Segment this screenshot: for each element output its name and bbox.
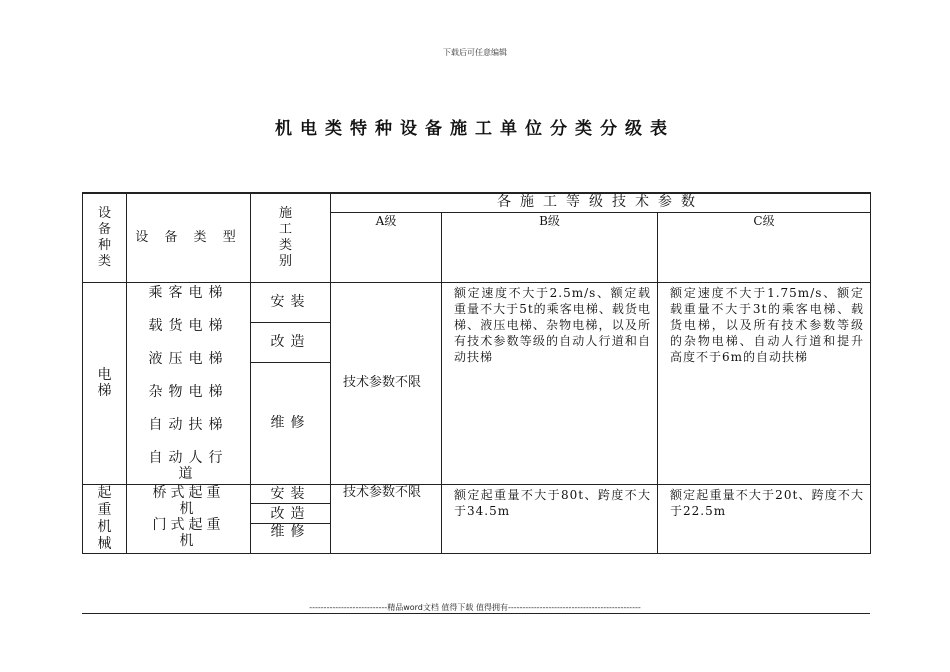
crane-work-modify: 改造 xyxy=(251,504,331,524)
type-gantry-crane: 门式起重机 xyxy=(152,516,225,549)
type-escalator: 自动扶梯 xyxy=(148,416,229,433)
crane-type-list xyxy=(127,484,251,553)
footer-rule xyxy=(82,613,870,614)
header-note: 下载后可任意编辑 xyxy=(443,48,507,57)
crane-kind: 起重机械 xyxy=(83,484,127,553)
crane-level-b: 额定起重量不大于80t、跨度不大于34.5m xyxy=(442,484,658,553)
elevator-level-b: 额定速度不大于2.5m/s、额定载重量不大于5t的乘客电梯、载货电梯、液压电梯、杂物电梯，以及所有技术参数等级的自动人行道和自动扶梯 xyxy=(442,282,658,484)
type-hydraulic-elevator: 液压电梯 xyxy=(148,350,229,367)
elevator-work-modify: 改造 xyxy=(251,322,331,362)
header-device-kind: 设备种类 xyxy=(83,193,127,282)
header-tech-params: 各施工等级技术参数 xyxy=(331,193,871,212)
elevator-work-install: 安装 xyxy=(251,282,331,322)
header-level-a: A级 xyxy=(331,212,442,282)
header-level-c: C级 xyxy=(658,212,871,282)
elevator-level-c: 额定速度不大于1.75m/s、额定载重量不大于3t的乘客电梯、载货电梯，以及所有技术参数等级的杂物电梯、自动人行道和提升高度不于6m的自动扶梯 xyxy=(658,282,871,484)
crane-work-install: 安装 xyxy=(251,484,331,504)
type-passenger-elevator: 乘客电梯 xyxy=(148,284,229,301)
footer-note: ---------------------------精品word文档 值得下载 值得拥有---------------------------------------------- xyxy=(309,603,641,612)
type-moving-walk: 自动人行道 xyxy=(148,449,229,482)
crane-work-repair: 维修 xyxy=(251,524,331,553)
classification-table xyxy=(82,192,871,554)
type-bridge-crane: 桥式起重机 xyxy=(152,484,225,517)
type-freight-elevator: 载货电梯 xyxy=(148,317,229,334)
header-level-b: B级 xyxy=(442,212,658,282)
crane-level-a: 技术参数不限 xyxy=(331,484,442,553)
elevator-kind: 电梯 xyxy=(83,282,127,484)
elevator-type-list xyxy=(127,282,251,484)
header-work-category: 施 工 类 别 xyxy=(251,193,331,282)
elevator-work-repair: 维修 xyxy=(251,362,331,484)
elevator-level-a: 技术参数不限 xyxy=(331,282,442,484)
header-device-type: 设 备 类 型 xyxy=(127,193,251,282)
document-title: 机电类特种设备施工单位分类分级表 xyxy=(275,119,675,139)
crane-level-c: 额定起重量不大于20t、跨度不大于22.5m xyxy=(658,484,871,553)
type-dumbwaiter: 杂物电梯 xyxy=(148,383,229,400)
